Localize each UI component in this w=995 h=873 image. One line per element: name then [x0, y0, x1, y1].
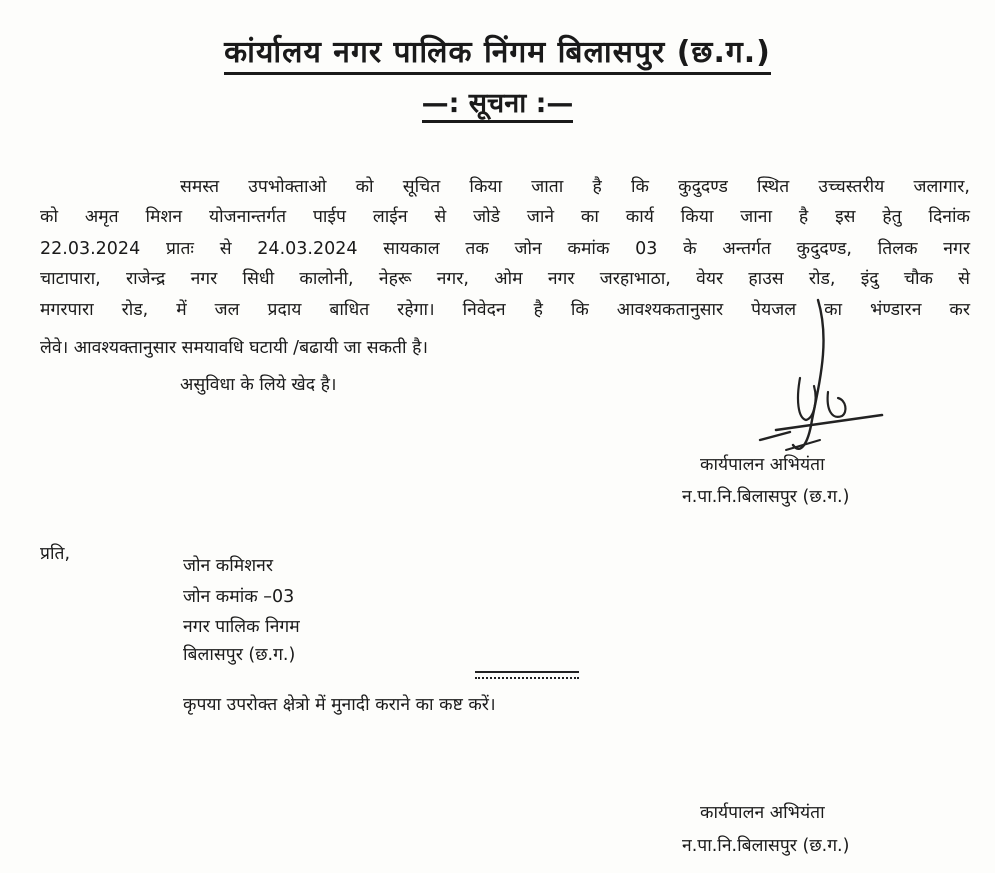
notice-body-line-5: मगरपारा रोड, में जल प्रदाय बाधित रहेगा। निवेदन है कि आवश्यकतानुसार पेयजल का भंण्डारन कर — [40, 300, 970, 320]
separator-rule — [475, 671, 579, 679]
signature-1-title: कार्यपालन अभियंता — [700, 455, 825, 475]
notice-title-text: —: सूचना :— — [422, 88, 574, 123]
recipient-line-2: जोन कमांक –03 — [183, 587, 295, 607]
notice-body-line-4: चाटापारा, राजेन्द्र नगर सिधी कालोनी, नेहरू नगर, ओम नगर जरहाभाठा, वेयर हाउस रोड, इंदु चौक से — [40, 269, 970, 289]
recipient-line-3: नगर पालिक निगम — [183, 617, 300, 637]
office-title-text: कांर्यालय नगर पालिक निंगम बिलासपुर (छ.ग.) — [224, 35, 771, 75]
request-note: कृपया उपरोक्त क्षेत्रो में मुनादी कराने का कष्ट करें। — [183, 695, 496, 715]
notice-body-line-2: को अमृत मिशन योजनान्तर्गत पाईप लाईन से जोडे जाने का कार्य किया जाना है इस हेतु दिनांक — [40, 207, 970, 227]
notice-body-line-1: समस्त उपभोक्ताओ को सूचित किया जाता है कि कुदुदण्ड स्थित उच्चस्तरीय जलागार, — [180, 177, 970, 197]
notice-body-line-3: 22.03.2024 प्रातः से 24.03.2024 सायकाल तक जोन कमांक 03 के अन्तर्गत कुदुदण्ड, तिलक नगर — [40, 239, 970, 259]
signature-2-office: न.पा.नि.बिलासपुर (छ.ग.) — [682, 836, 850, 856]
signature-1-office: न.पा.नि.बिलासपुर (छ.ग.) — [682, 487, 850, 507]
recipient-label: प्रति, — [40, 544, 71, 564]
signature-2-title: कार्यपालन अभियंता — [700, 803, 825, 823]
recipient-line-1: जोन कमिशनर — [183, 556, 273, 576]
recipient-line-4: बिलासपुर (छ.ग.) — [183, 645, 296, 665]
regret-note: असुविधा के लिये खेद है। — [180, 375, 337, 395]
notice-body-line-6: लेवे। आवश्यक्तानुसार समयावधि घटायी /बढायी जा सकती है। — [40, 338, 429, 358]
